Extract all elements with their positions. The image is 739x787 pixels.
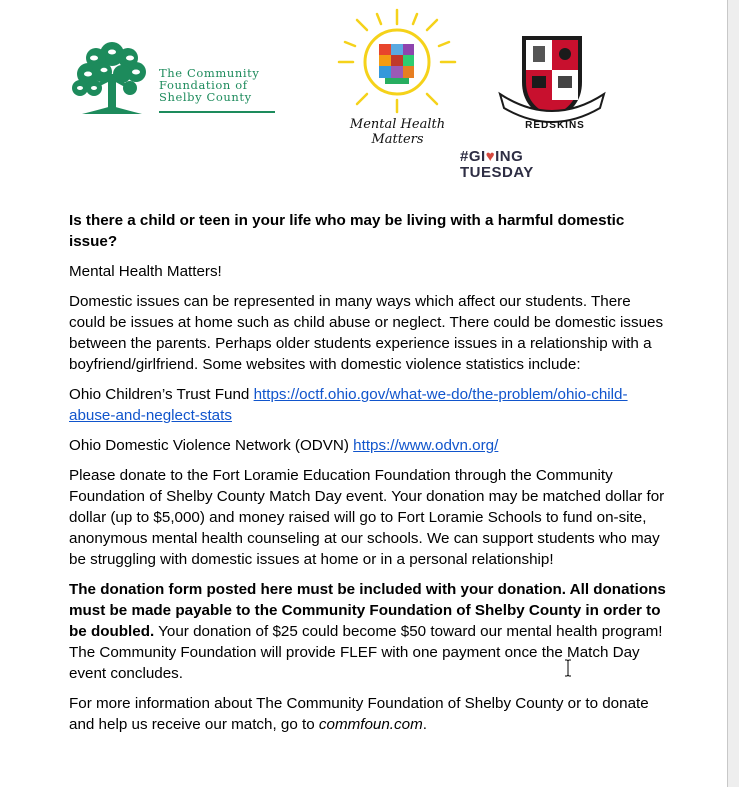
commfoun-site: commfoun.com <box>318 716 423 733</box>
more-info-paragraph <box>69 693 669 735</box>
more-info-end: . <box>422 716 427 733</box>
giving-text-b: ING <box>495 148 524 165</box>
document-body <box>69 210 669 744</box>
heart-icon: ♥ <box>485 148 496 165</box>
question-paragraph <box>69 210 669 252</box>
community-foundation-logo <box>68 36 278 116</box>
mental-health-matters-logo <box>325 8 470 147</box>
tree-icon <box>68 36 158 116</box>
redskins-banner-text: REDSKINS <box>525 120 585 131</box>
giving-tuesday-logo <box>456 146 556 184</box>
sun-puzzle-icon <box>325 8 470 116</box>
giving-text-a: #GI <box>460 148 486 165</box>
shield-crest-icon <box>496 32 608 124</box>
resource-1-label: Ohio Children’s Trust Fund <box>69 386 254 403</box>
intro-paragraph: Domestic issues can be represented in many ways which affect our students. There could be issues at home such as child abuse or neglect. There could be domestic issues between the parents. Perhaps older students experience issues in a relationship with a boyfriend/girlfriend. Some websites with domestic violence statistics include: <box>69 293 664 373</box>
window-gutter <box>728 0 739 787</box>
donation-form-bold: The donation form posted here must be included with your donation. All donations must be made payable to the Community Foundation of Shelby County in order to be doubled. <box>69 581 666 640</box>
heading-paragraph: Mental Health Matters! <box>69 263 222 280</box>
giving-tuesday-line-1 <box>460 148 523 165</box>
text-cursor-icon <box>564 659 572 677</box>
question-text: Is there a child or teen in your life who may be living with a harmful domestic issue? <box>69 212 625 250</box>
cfsc-line-1: The Community <box>159 66 260 80</box>
giving-tuesday-line-2: TUESDAY <box>460 164 534 181</box>
cfsc-line-3: Shelby County <box>159 90 252 104</box>
odvn-link[interactable]: https://www.odvn.org/ <box>353 437 499 454</box>
donate-paragraph: Please donate to the Fort Loramie Education Foundation through the Community Foundation of Shelby County Match Day event. Your donation may be matched dollar for dollar (up to $5,000) and money raised will go to Fort Loramie Schools to fund on-site, anonymous mental health counseling at our schools. We can support students who may be struggling with domestic issues at home or in a personal relationship! <box>69 467 665 568</box>
cfsc-line-2: Foundation of <box>159 78 248 92</box>
donation-form-rest: Your donation of $25 could become $50 toward our mental health program! The Community Foundation will provide FLEF with one payment once the Match Day event concludes. <box>69 623 663 682</box>
redskins-crest-logo <box>496 32 608 131</box>
resource-2-paragraph <box>69 435 669 456</box>
mental-health-matters-wordmark: Mental Health Matters <box>349 117 446 147</box>
more-info-text: For more information about The Community Foundation of Shelby County or to donate and help us receive our match, go to <box>69 695 649 733</box>
donation-form-paragraph <box>69 579 669 684</box>
cfsc-underline <box>159 111 275 113</box>
resource-1-paragraph <box>69 384 669 426</box>
resource-2-label: Ohio Domestic Violence Network (ODVN) <box>69 437 354 454</box>
cfsc-wordmark <box>159 67 284 103</box>
octf-link[interactable]: https://octf.ohio.gov/what-we-do/the-problem/ohio-child-abuse-and-neglect-stats <box>69 386 628 424</box>
